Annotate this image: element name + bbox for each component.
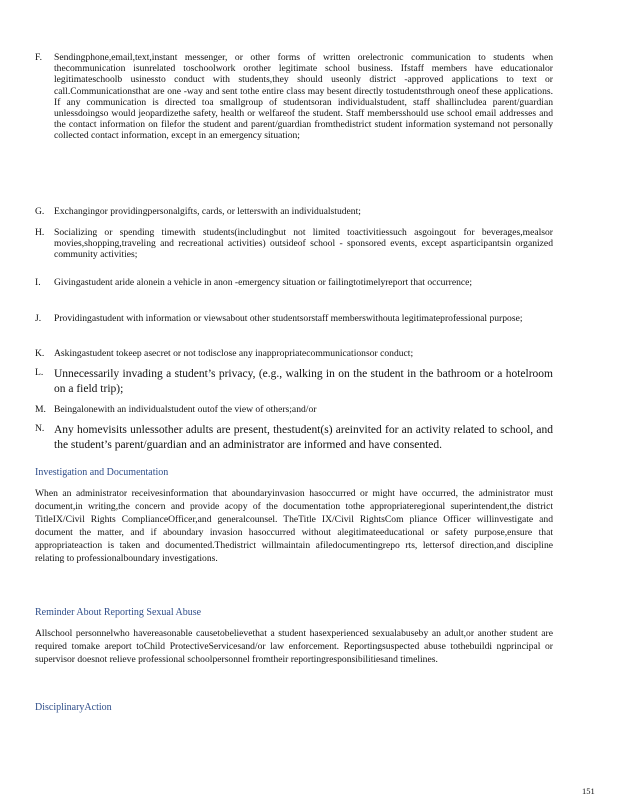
list-text: Providingastudent with information or viewsabout other studentsorstaff memberswithouta legitimateprofessional purpose; — [54, 313, 523, 324]
list-letter: K. — [35, 348, 45, 359]
section-heading-reminder: Reminder About Reporting Sexual Abuse — [35, 607, 202, 618]
page-number: 151 — [582, 786, 595, 796]
list-item-i — [35, 277, 553, 288]
list-item-h — [35, 227, 553, 261]
list-text: Sendingphone,email,text,instant messenger, or other forms of written orelectronic communication to students when thecommunication isunrelated toschoolwork orother legitimate school business. Ifstaff members have educationalor legitimateschoolb usinessto conduct with students,they should useonly district -approved applications to text or call.Communicationsthat are one -way and sent tothe entire class may besent directly tostudentsthrough oneof these applications. If any communication is directed toa smallgroup of studentsoran individualstudent, staff shallincludea parent/guardian unlessdoingso would jeopardizethe safety, health or welfareof the student. Staff membersshould use school email addresses and the contact information on filefor the student and parent/guardian fromthedistrict student information systemand not personally collected contact information, except in an emergency situation; — [54, 52, 553, 142]
list-letter: H. — [35, 227, 45, 238]
section-paragraph-reminder: Allschool personnelwho havereasonable causetobelievethat a student hasexperienced sexualabuseby an adult,or another student are required tomake areport toChild ProtectiveServicesand/or law enforcement. Reportingsuspected abuse tothebuildi ngprincipal or supervisor doesnot relieve professional schoolpersonnel fromtheir reportingresponsibilitiesand timelines. — [35, 628, 553, 665]
list-item-n — [35, 423, 553, 452]
list-letter: F. — [35, 52, 42, 63]
list-letter: I. — [35, 277, 41, 288]
list-text: Unnecessarily invading a student’s privacy, (e.g., walking in on the student in the bathroom or a hotelroom on a field trip); — [54, 368, 553, 395]
list-letter: L. — [35, 367, 44, 378]
list-item-g — [35, 206, 553, 217]
list-letter: N. — [35, 423, 45, 434]
list-text: Socializing or spending timewith students(includingbut not limited toactivitiessuch asgoingout for beverages,mealsor movies,shopping,traveling and recreational activities) outsideof school - sponsored events, except asparticipantsin organized community activities; — [54, 227, 553, 261]
section-heading-investigation: Investigation and Documentation — [35, 467, 169, 478]
list-item-j — [35, 313, 553, 324]
list-letter: J. — [35, 313, 42, 324]
list-text: Exchangingor providingpersonalgifts, cards, or letterswith an individualstudent; — [54, 206, 361, 217]
list-item-m — [35, 404, 553, 415]
list-text: Givingastudent aride alonein a vehicle in anon -emergency situation or failingtotimelyreport that occurrence; — [54, 277, 473, 288]
list-letter: G. — [35, 206, 45, 217]
section-paragraph-investigation: When an administrator receivesinformation that aboundaryinvasion hasoccurred or might have occurred, the administrator must document,in writing,the concern and provide acopy of the documentation tothe appropriateregional superintendent,the district TitleIX/Civil Rights ComplianceOfficer,and generalcounsel. TheTitle IX/Civil RightsCom pliance Officer willinvestigate and document the matter, and if aboundary invasion hasoccurred without alegitimateeducational or safety purpose,ensure that appropriateaction is taken and documented.Thedistrict willmaintain afiledocumentingrepo rts, lettersof direction,and discipline relating to professionalboundary investigations. — [35, 488, 553, 564]
list-text: Askingastudent tokeep asecret or not todisclose any inappropriatecommunicationsor conduct; — [54, 348, 414, 359]
list-item-l — [35, 367, 553, 396]
list-text: Any homevisits unlessother adults are present, thestudent(s) areinvited for an activity related to school, and the student’s parent/guardian and an administrator are informed and have consented. — [54, 424, 553, 451]
list-item-k — [35, 348, 553, 359]
list-text: Beingalonewith an individualstudent outof the view of others;and/or — [54, 404, 317, 415]
list-letter: M. — [35, 404, 46, 415]
list-item-f — [35, 52, 553, 142]
section-heading-disciplinary: DisciplinaryAction — [35, 702, 112, 713]
